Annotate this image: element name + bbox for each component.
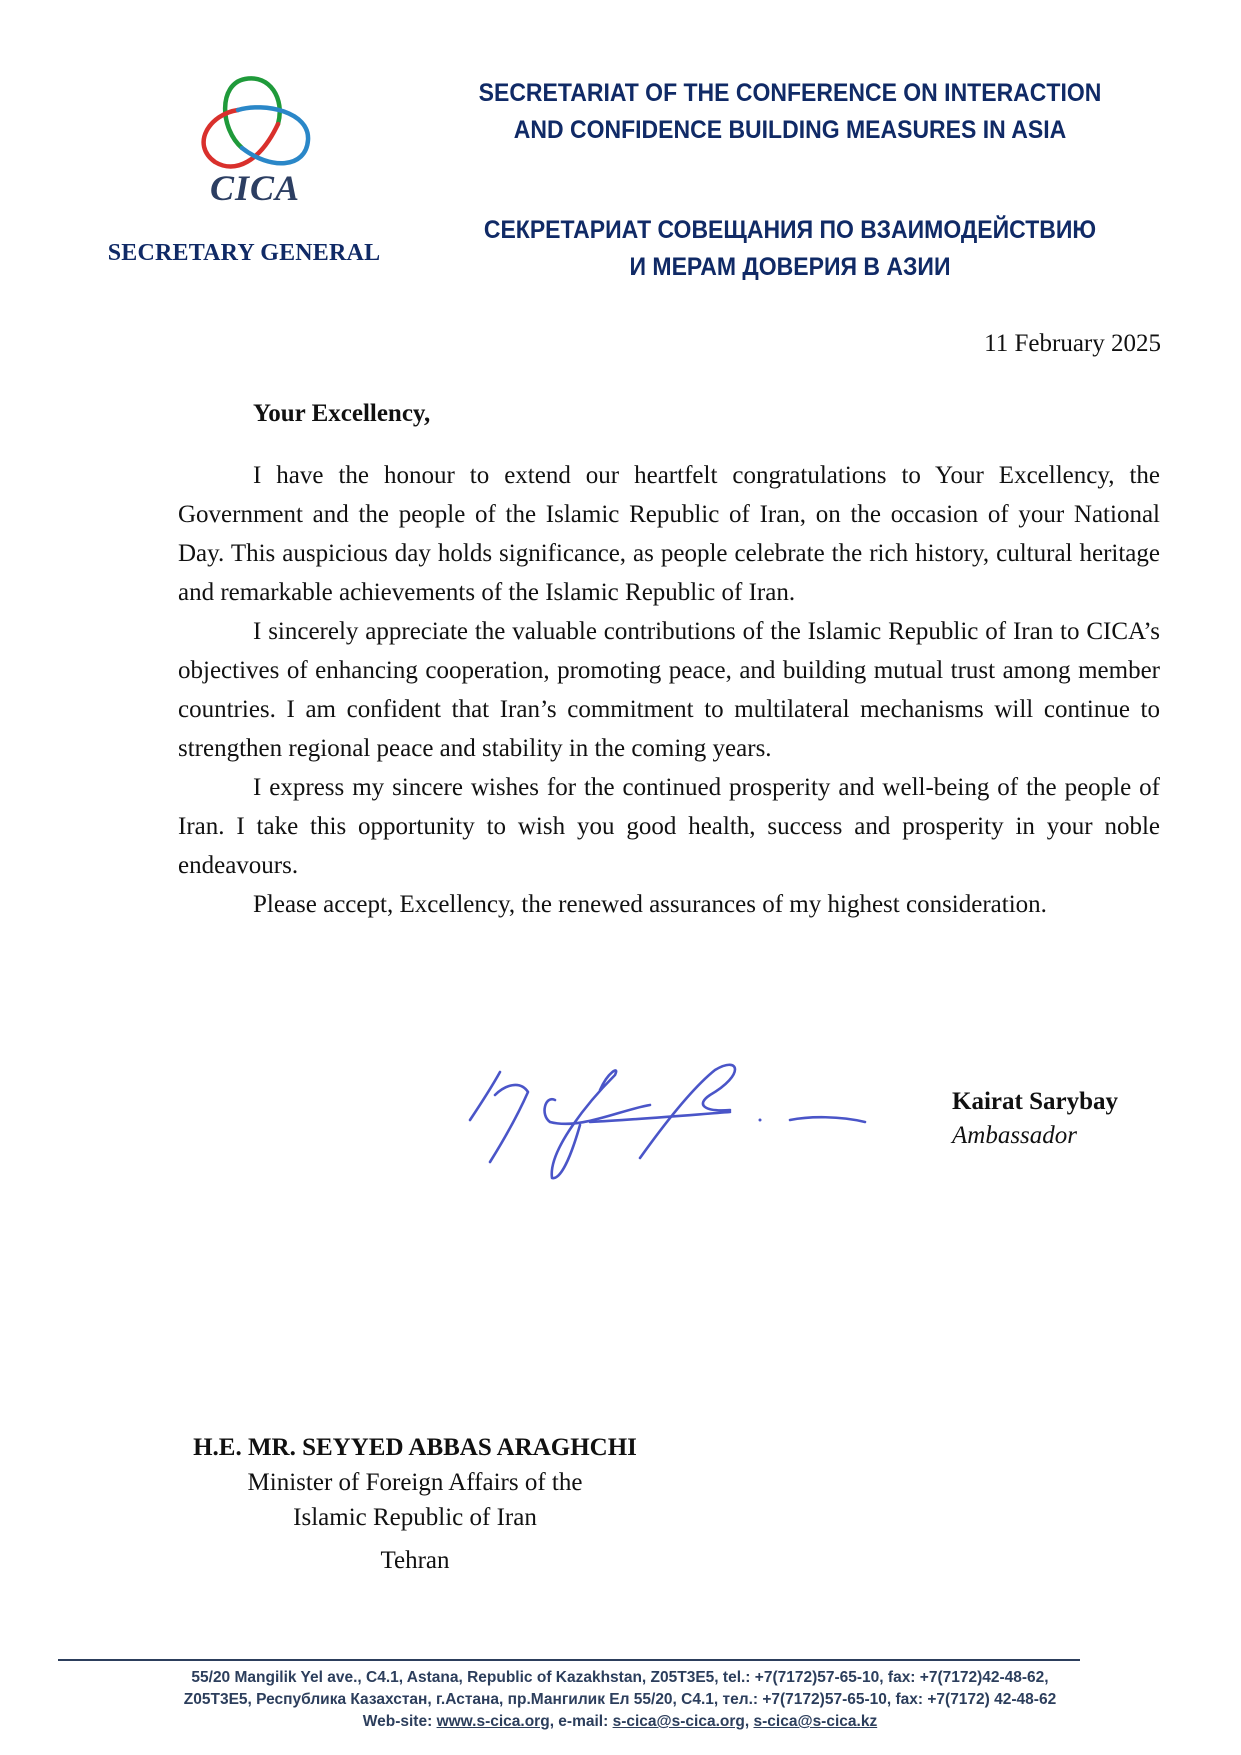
email-link-org[interactable]: s-cica@s-cica.org — [612, 1713, 745, 1730]
signer-name: Kairat Sarybay — [952, 1088, 1118, 1115]
recipient-position-line-2: Islamic Republic of Iran — [293, 1504, 537, 1531]
cica-logo-text: CICA — [209, 168, 301, 208]
cica-trefoil-knot-icon — [190, 74, 320, 174]
org-ru-line-2: И МЕРАМ ДОВЕРИЯ В АЗИИ — [629, 253, 951, 281]
letter-date: 11 February 2025 — [984, 330, 1161, 357]
body-paragraph: I express my sincere wishes for the continued prosperity and well-being of the people of Iran. I take this opportunity to wish you good health, success and prosperity in your noble endeavours. — [178, 774, 1160, 879]
body-paragraph: I sincerely appreciate the valuable contributions of the Islamic Republic of Iran to CICA’s objectives of enhancing cooperation, promoting peace, and building mutual trust among member countries. I am confident that Iran’s commitment to multilateral mechanisms will continue to strengthen regional peace and stability in the coming years. — [178, 618, 1160, 762]
signature — [460, 1050, 900, 1190]
organization-name-russian — [450, 212, 1131, 286]
footer-web-email — [40, 1711, 1200, 1733]
salutation: Your Excellency, — [253, 400, 431, 427]
org-en-line-2: AND CONFIDENCE BUILDING MEASURES IN ASIA — [513, 116, 1067, 144]
website-label: Web-site: — [362, 1713, 437, 1730]
footer-address-russian: Z05T3E5, Республика Казахстан, г.Астана, пр.Мангилик Ел 55/20, С4.1, тел.: +7(7172)57-65-10, fax: +7(7172) 42-48-62 — [183, 1691, 1057, 1708]
email-label: , e-mail: — [549, 1713, 613, 1730]
footer-address-english: 55/20 Mangilik Yel ave., C4.1, Astana, Republic of Kazakhstan, Z05T3E5, tel.: +7(7172)57-65-10, fax: +7(7172)42-48-62, — [191, 1669, 1049, 1686]
footer-divider — [58, 1659, 1080, 1661]
recipient-position-line-1: Minister of Foreign Affairs of the — [247, 1469, 583, 1496]
website-link[interactable]: www.s-cica.org — [436, 1713, 550, 1730]
org-en-line-1: SECRETARIAT OF THE CONFERENCE ON INTERACTION — [478, 79, 1102, 107]
footer-contact-info — [40, 1667, 1200, 1733]
email-link-kz[interactable]: s-cica@s-cica.kz — [753, 1713, 878, 1730]
signer-title: Ambassador — [952, 1122, 1078, 1149]
org-ru-line-1: СЕКРЕТАРИАТ СОВЕЩАНИЯ ПО ВЗАИМОДЕЙСТВИЮ — [483, 216, 1097, 244]
body-paragraph: I have the honour to extend our heartfelt congratulations to Your Excellency, the Government and the people of the Islamic Republic of Iran, on the occasion of your National Day. This auspicious day holds significance, as people celebrate the rich history, cultural heritage and remarkable achievements of the Islamic Republic of Iran. — [178, 462, 1160, 606]
organization-name-english — [450, 75, 1131, 149]
letter-body — [178, 456, 1160, 924]
handwritten-signature-icon — [460, 1050, 900, 1190]
body-paragraph: Please accept, Excellency, the renewed assurances of my highest consideration. — [253, 891, 1047, 918]
secretary-general-title: SECRETARY GENERAL — [107, 240, 381, 266]
recipient-name: H.E. MR. SEYYED ABBAS ARAGHCHI — [193, 1434, 637, 1461]
email-separator: , — [744, 1713, 754, 1730]
recipient-block — [170, 1430, 660, 1578]
recipient-city: Tehran — [380, 1547, 450, 1574]
